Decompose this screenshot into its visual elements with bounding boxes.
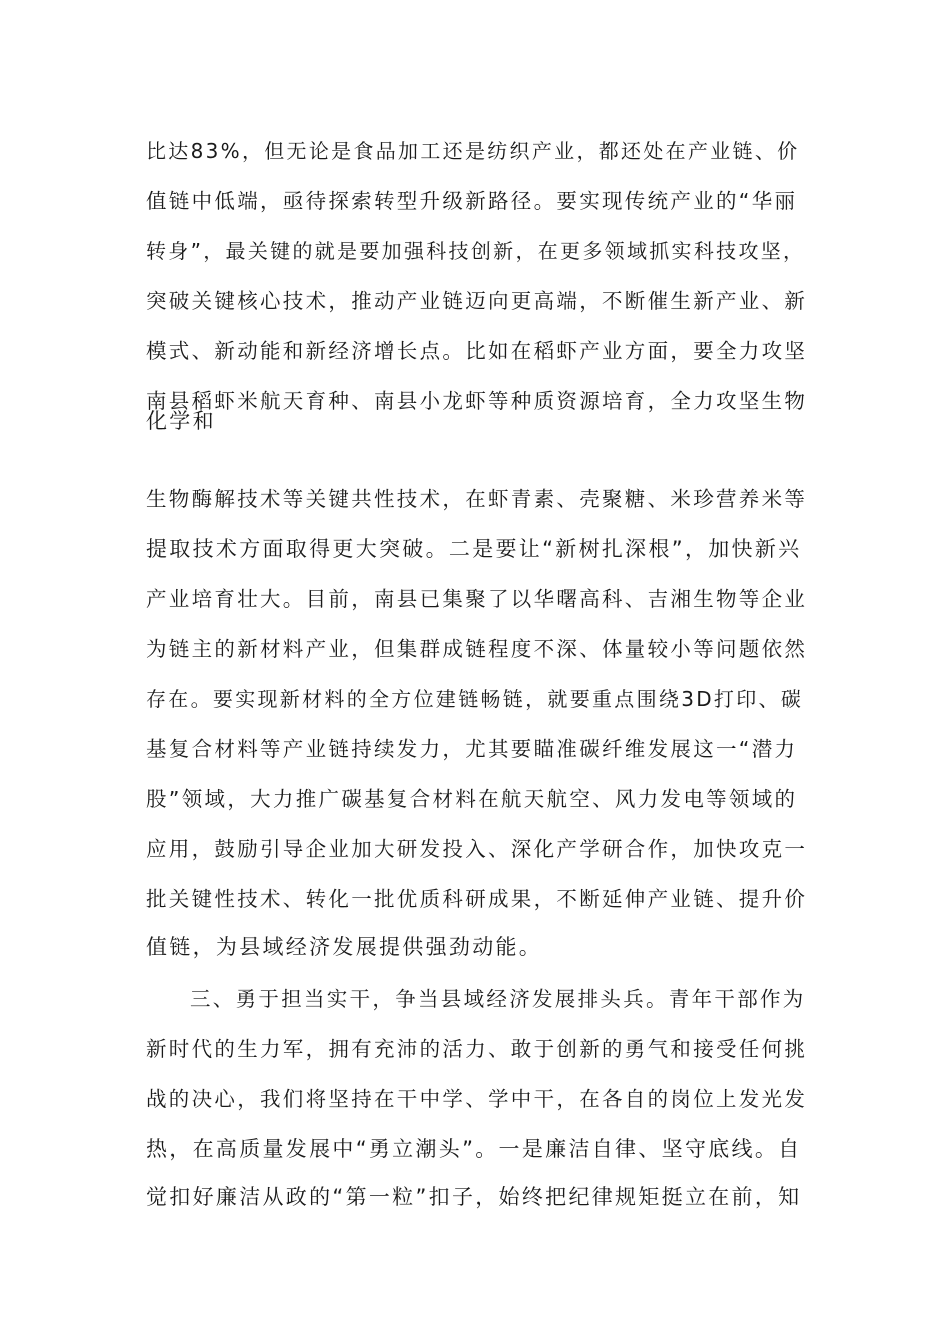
text-line: 比达83%，但无论是食品加工还是纺织产业，都还处在产业链、价 (146, 139, 800, 163)
text-line: 批关键性技术、转化一批优质科研成果，不断延伸产业链、提升价 (146, 887, 808, 911)
text-line: 战的决心，我们将坚持在干中学、学中干，在各自的岗位上发光发 (146, 1087, 808, 1111)
text-line: 生物酶解技术等关键共性技术，在虾青素、壳聚糖、米珍营养米等 (146, 487, 808, 511)
text-line: 应用，鼓励引导企业加大研发投入、深化产学研合作，加快攻克一 (146, 837, 808, 861)
text-line: 提取技术方面取得更大突破。二是要让“新树扎深根”，加快新兴 (146, 537, 802, 561)
text-line: 新时代的生力军，拥有充沛的活力、敢于创新的勇气和接受任何挑 (146, 1037, 808, 1061)
text-line: 转身”，最关键的就是要加强科技创新，在更多领域抓实科技攻坚， (146, 239, 806, 263)
text-line: 产业培育壮大。目前，南县已集聚了以华曙高科、吉湘生物等企业 (146, 587, 808, 611)
text-line: 热，在高质量发展中“勇立潮头”。一是廉洁自律、坚守底线。自 (146, 1137, 802, 1161)
text-line: 南县稻虾米航天育种、南县小龙虾等种质资源培育，全力攻坚生物 (146, 389, 808, 413)
paragraph-start-line: 三、勇于担当实干，争当县域经济发展排头兵。青年干部作为 (190, 987, 806, 1011)
text-line: 值链中低端，亟待探索转型升级新路径。要实现传统产业的“华丽 (146, 189, 798, 213)
text-line: 基复合材料等产业链持续发力，尤其要瞄准碳纤维发展这一“潜力 (146, 737, 798, 761)
text-line: 存在。要实现新材料的全方位建链畅链，就要重点围绕3D打印、碳 (146, 687, 804, 711)
text-line: 化学和 (146, 409, 216, 433)
text-line: 模式、新动能和新经济增长点。比如在稻虾产业方面，要全力攻坚 (146, 339, 808, 363)
text-line: 觉扣好廉洁从政的“第一粒”扣子，始终把纪律规矩挺立在前，知 (146, 1185, 802, 1209)
text-line: 为链主的新材料产业，但集群成链程度不深、体量较小等问题依然 (146, 637, 808, 661)
text-line: 值链，为县域经济发展提供强劲动能。 (146, 935, 543, 959)
text-line: 股”领域，大力推广碳基复合材料在航天航空、风力发电等领域的 (146, 787, 798, 811)
text-line: 突破关键核心技术，推动产业链迈向更高端，不断催生新产业、新 (146, 289, 808, 313)
